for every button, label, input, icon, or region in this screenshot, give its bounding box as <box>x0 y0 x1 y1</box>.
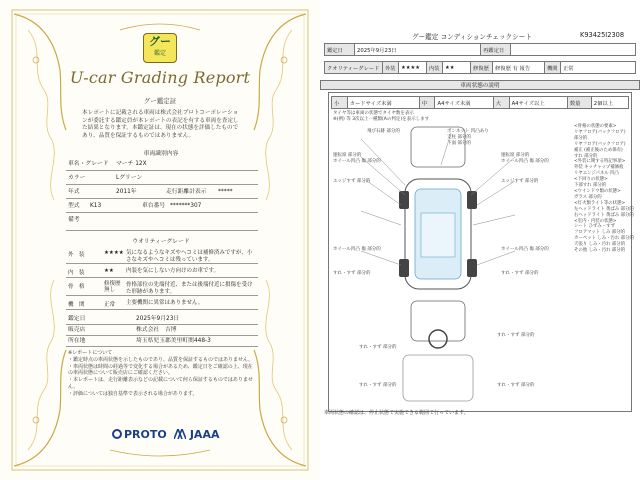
row-value: 株式会社 吉博 <box>136 327 177 333</box>
certificate-title: U-car Grading Report <box>69 68 251 87</box>
diagram-label: ホイール凹凸 傷 部分的 <box>501 247 549 252</box>
size-table <box>331 96 629 109</box>
grade-stars: ★★ <box>104 268 114 274</box>
legend-item: カーペット しみ・汚れ 部分的 <box>574 236 634 242</box>
quality-label: クオリティーグレード <box>325 62 383 74</box>
jaaa-text: JAAA <box>189 428 220 441</box>
vehicle-row <box>66 157 258 171</box>
diagram-label: 運転席 部分的 <box>501 153 530 158</box>
diagram-label: すれ・すず 部分的 <box>497 383 535 388</box>
proto-text: PROTO <box>124 428 167 441</box>
grade-text: 骨格部位の先端付近、または後端付近に損傷を受けた形跡があります。 <box>126 282 253 295</box>
grade-label: 外 装 <box>68 252 85 258</box>
diagram-label: 下面 部分的 <box>447 141 471 146</box>
grade-section-title: ウオリティーグレード <box>132 239 190 245</box>
vehicle-section-title: 車両識別内容 <box>143 151 179 157</box>
sheet-footer: 車両状態の確認は、停止状態で実施できる範囲で行っています。 <box>324 410 469 416</box>
sheet-title: グー鑑定 コンディションチェックシート <box>412 33 532 41</box>
reappraisal-date-value <box>511 44 636 56</box>
jaaa-logo <box>174 428 219 441</box>
row-label: 車名・グレード <box>68 161 109 167</box>
row-label: 鑑定日 <box>68 316 86 322</box>
row-value: Lグリーン <box>116 175 143 181</box>
sheet-code: K93425I2308 <box>580 31 625 39</box>
grade-stars: 修復歴無し <box>104 281 121 293</box>
legend-item: リヤフロア(バックフロア) <box>574 129 626 135</box>
diagram-label: ボンネット 凹凸あり <box>447 129 489 134</box>
jaaa-mark-icon <box>174 429 186 439</box>
legend-item: <下回りの状態> <box>574 177 608 183</box>
vehicle-row <box>66 213 258 231</box>
row-label: 年式 <box>68 189 80 195</box>
note: ※(例) 等 3次以上一種類(Aの判定)を表示します <box>333 117 430 122</box>
row-label: カラー <box>68 175 86 181</box>
diagram-label: すれ・すず 部分的 <box>333 271 371 276</box>
row-label: 型式 <box>68 203 80 209</box>
legend-item: <灯火類ライト等の状態> <box>574 200 626 206</box>
legend-item: 左ヘッドライト 黄ばみ 部分的 <box>574 206 634 212</box>
grade-label: 機 関 <box>68 302 85 308</box>
legend-item: 右ヘッドライト 黄ばみ 部分的 <box>574 212 634 218</box>
interior-label: 内装 <box>427 62 443 74</box>
grade-row-interior <box>66 264 258 278</box>
row-label-2: 走行距離計表示 <box>166 189 207 195</box>
condition-section-title: 車両状態の説明 <box>320 80 640 90</box>
diagram-label: 支柱 部分的 <box>447 135 471 140</box>
legend-item: 外装 キッチャップ補修痕 <box>574 165 624 171</box>
grade-row-exterior <box>66 246 258 264</box>
appraisal-date-value: 2025年9月23日 <box>355 44 481 56</box>
size-medium: 中 <box>419 97 435 109</box>
remarks-title: ※レポートについて <box>68 350 113 356</box>
legend-item: リヤエンジパネル 凹凸 <box>574 171 619 177</box>
legend-item: 部分的 <box>574 135 588 141</box>
legend-item: シート ひずみ・すず <box>574 224 615 230</box>
legend-item: 下部すれ 部分的 <box>574 183 607 189</box>
size-small: 小 <box>332 97 348 109</box>
grade-stars: 正常 <box>104 302 116 308</box>
legend-item: ガラス 部分的 <box>574 194 602 200</box>
grade-text: 気になるようなキズやヘコミは補修済みですが、小さなキズやヘコミは残っています。 <box>126 250 253 263</box>
row-value-2: ***** <box>218 189 233 195</box>
repair-value: 修復歴 有 報告 <box>493 62 545 74</box>
size-small-text: カードサイズ未満 <box>347 97 419 109</box>
badge-sub: 鑑定 <box>153 50 166 57</box>
legend-item: <室内・内装の状態> <box>574 218 617 224</box>
diagram-label: エッジすず 部分的 <box>501 179 539 184</box>
diagram-label: エッジすず 部分的 <box>333 179 371 184</box>
legend-item: <骨格の状態の要素> <box>574 124 617 129</box>
grade-label: 内 装 <box>68 270 85 276</box>
interior-stars: ★★ <box>443 62 471 74</box>
remarks <box>68 350 254 398</box>
certificate-subtitle: グー鑑定証 <box>143 97 177 105</box>
note: タイヤ等は車両の状態でタイヤ数を表示 <box>333 111 414 116</box>
row-label: 備考 <box>68 217 80 223</box>
remark-item: ・本レポートは、走行距離表示などの記載について何ら保証するものではありません。 <box>68 377 253 390</box>
remark-item: ・評価については独自基準で表示される場合があります。 <box>68 390 198 397</box>
legend-item: 天張り しみ・汚れ 部分的 <box>574 242 626 248</box>
reappraisal-date-label: 再鑑定日 <box>481 44 511 56</box>
grade-text: 内装を気にしない方向けのお車です。 <box>126 268 220 274</box>
row-value: 2011年 <box>116 189 137 195</box>
diagram-label: 飛び石跡 部分的 <box>367 129 400 134</box>
row-value: 埼玉県児玉郡美里町関448-3 <box>136 338 211 344</box>
row-value: 2025年9月23日 <box>136 316 180 322</box>
vehicle-row <box>66 185 258 199</box>
count-label: 数量 <box>567 97 591 109</box>
proto-logo <box>112 428 167 441</box>
appraisal-row <box>66 325 258 336</box>
repair-label: 修復歴 <box>471 62 493 74</box>
row-value-2: *******307 <box>170 203 202 209</box>
engine-value: 正常 <box>561 62 636 74</box>
diagram-label: すれ・すず 部分的 <box>359 383 397 388</box>
car-diagram <box>331 125 577 405</box>
row-value: マーチ 12X <box>116 161 147 167</box>
legend-item: <ウインドウ類の状態> <box>574 188 621 194</box>
diagram-label: ホイール凹凸 傷 部分的 <box>501 159 549 164</box>
legend-item: すれ 部分的 <box>574 153 598 159</box>
goo-appraisal-badge <box>143 33 177 63</box>
legend-item: その他 しみ・汚れ 部分的 <box>574 248 626 254</box>
appraisal-date-label: 鑑定日 <box>325 44 355 56</box>
appraisal-row <box>66 314 258 325</box>
legend-item: 補正 (補正後のため保有) <box>574 147 623 153</box>
exterior-stars: ★★★★ <box>399 62 427 74</box>
grade-row-engine <box>66 296 258 310</box>
grade-row-frame <box>66 278 258 296</box>
row-label: 所在地 <box>68 338 86 344</box>
vehicle-row <box>66 199 258 213</box>
quality-table <box>324 61 636 74</box>
diagram-label: すれ・すず 部分的 <box>497 333 535 338</box>
grade-stars: ★★★★ <box>104 250 124 256</box>
legend-item: <外装に関する特記事項> <box>574 159 626 165</box>
logos <box>112 426 222 444</box>
diagram-label: すれ・すず 部分的 <box>501 271 539 276</box>
grade-text: 主要機関に異常はありません。 <box>126 300 204 306</box>
size-large: 大 <box>493 97 509 109</box>
grade-label: 骨 格 <box>68 284 85 290</box>
count-value: 2個以上 <box>591 97 628 109</box>
diagram-label: 運転席 部分的 <box>333 153 362 158</box>
diagram-label: ホイール凹凸 傷 部分的 <box>333 159 381 164</box>
date-table <box>324 43 636 56</box>
diagram-label: ホイール凹凸 傷 部分的 <box>333 247 381 252</box>
diagram-label: すれ・すず 部分的 <box>359 345 397 350</box>
remark-item: ・車両状態は時間の経過等で変化する場合があるため、鑑定日をご確認の上、現在の車両状態について販売店にご確認ください。 <box>68 363 253 377</box>
badge-main: グー <box>149 35 171 48</box>
row-label-2: 車台番号 <box>142 203 166 209</box>
proto-mark-icon <box>112 429 122 439</box>
row-label: 販売店 <box>68 327 86 333</box>
appraisal-row <box>66 336 258 347</box>
remark-item: ・鑑定時点の車両状態を示したものであり、品質を保証するものではありません。 <box>68 356 254 363</box>
condition-legend <box>574 124 634 254</box>
engine-label: 機関 <box>545 62 561 74</box>
row-value: K13 <box>90 203 102 209</box>
vehicle-row <box>66 171 258 185</box>
legend-item: フロアマット しみ 部分的 <box>574 230 625 236</box>
size-medium-text: A4サイズ未満 <box>435 97 493 109</box>
legend-item: リヤフロア(バックフロア) <box>574 141 626 147</box>
certificate-description: 本レポートに記載される車両は株式会社プロトコーポレーションが委託する鑑定員が本レポートの表記を有する車両を査定した結果となります。本鑑定証は、現在の状態を評価したものであり、品質を保証するものではありません。 <box>82 110 239 139</box>
condition-check-sheet <box>320 0 640 480</box>
exterior-label: 外装 <box>383 62 399 74</box>
size-large-text: A4サイズ以上 <box>509 97 567 109</box>
